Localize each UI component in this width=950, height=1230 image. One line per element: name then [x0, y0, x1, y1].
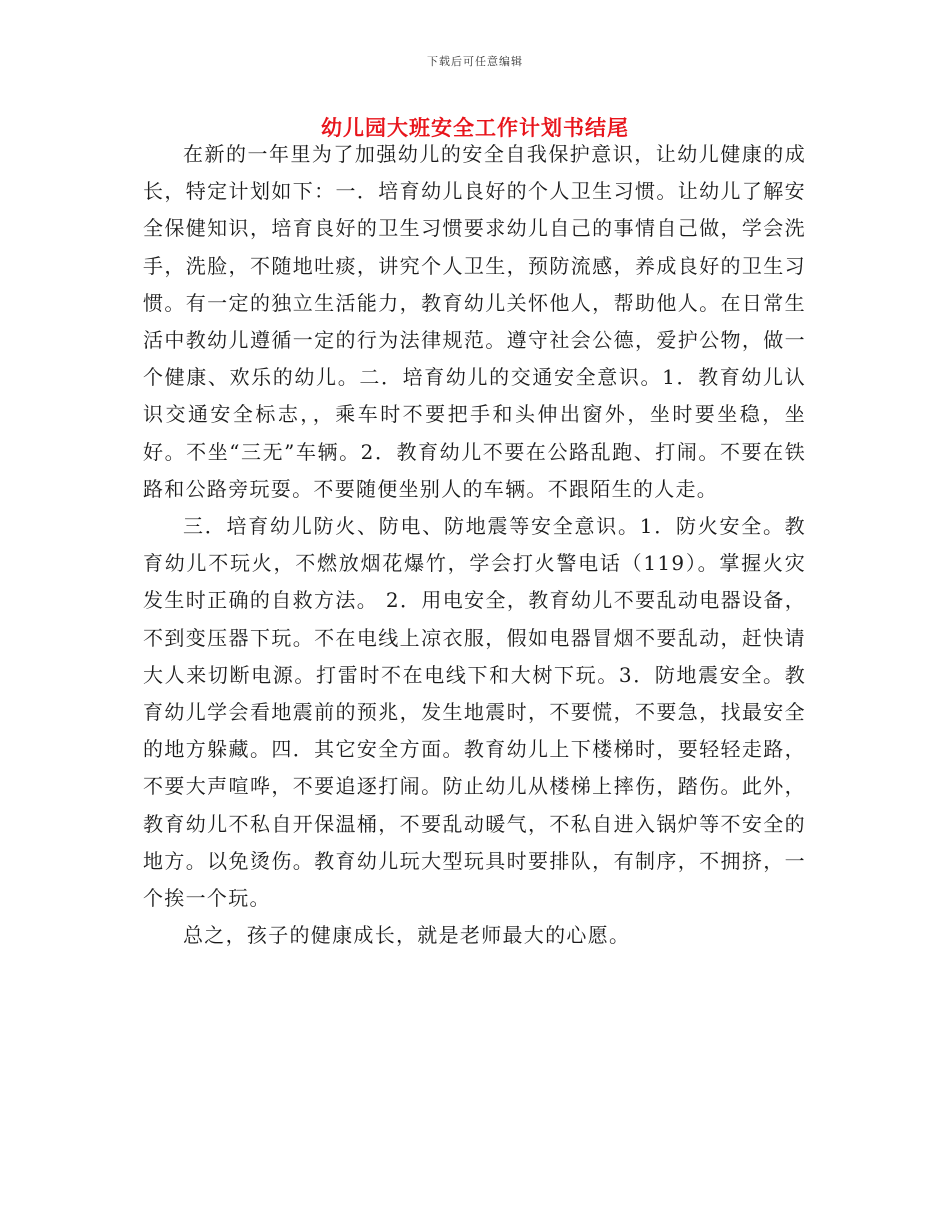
document-body	[143, 136, 806, 954]
paragraph-conclusion: 总之，孩子的健康成长，就是老师最大的心愿。	[183, 923, 631, 948]
paragraph-intro-and-sections-1-2: 在新的一年里为了加强幼儿的安全自我保护意识，让幼儿健康的成长，特定计划如下：一．培育幼儿良好的个人卫生习惯。让幼儿了解安全保健知识，培育良好的卫生习惯要求幼儿自己的事情自己做，学会洗手，洗脸，不随地吐痰，讲究个人卫生，预防流感，养成良好的卫生习惯。有一定的独立生活能力，教育幼儿关怀他人，帮助他人。在日常生活中教幼儿遵循一定的行为法律规范。遵守社会公德，爱护公物，做一个健康、欢乐的幼儿。二．培育幼儿的交通安全意识。1．教育幼儿认识交通安全标志，，乘车时不要把手和头伸出窗外，坐时要坐稳，坐好。不坐“三无”车辆。2．教育幼儿不要在公路乱跑、打闹。不要在铁路和公路旁玩耍。不要随便坐别人的车辆。不跟陌生的人走。	[143, 142, 806, 501]
header-note: 下载后可任意编辑	[427, 55, 523, 68]
document-title: 幼儿园大班安全工作计划书结尾	[321, 115, 629, 140]
paragraph-sections-3-4: 三．培育幼儿防火、防电、防地震等安全意识。1．防火安全。教育幼儿不玩火，不燃放烟花爆竹，学会打火警电话（119）。掌握火灾发生时正确的自救方法。 2．用电安全，教育幼儿不要乱动电器设备，不到变压器下玩。不在电线上凉衣服，假如电器冒烟不要乱动，赶快请大人来切断电源。打雷时不在电线下和大树下玩。3．防地震安全。教育幼儿学会看地震前的预兆，发生地震时，不要慌，不要急，找最安全的地方躲藏。四．其它安全方面。教育幼儿上下楼梯时，要轻轻走路，不要大声喧哗，不要追逐打闹。防止幼儿从楼梯上摔伤，踏伤。此外，教育幼儿不私自开保温桶，不要乱动暖气，不私自进入锅炉等不安全的地方。以免烫伤。教育幼儿玩大型玩具时要排队，有制序，不拥挤，一个挨一个玩。	[143, 514, 806, 911]
